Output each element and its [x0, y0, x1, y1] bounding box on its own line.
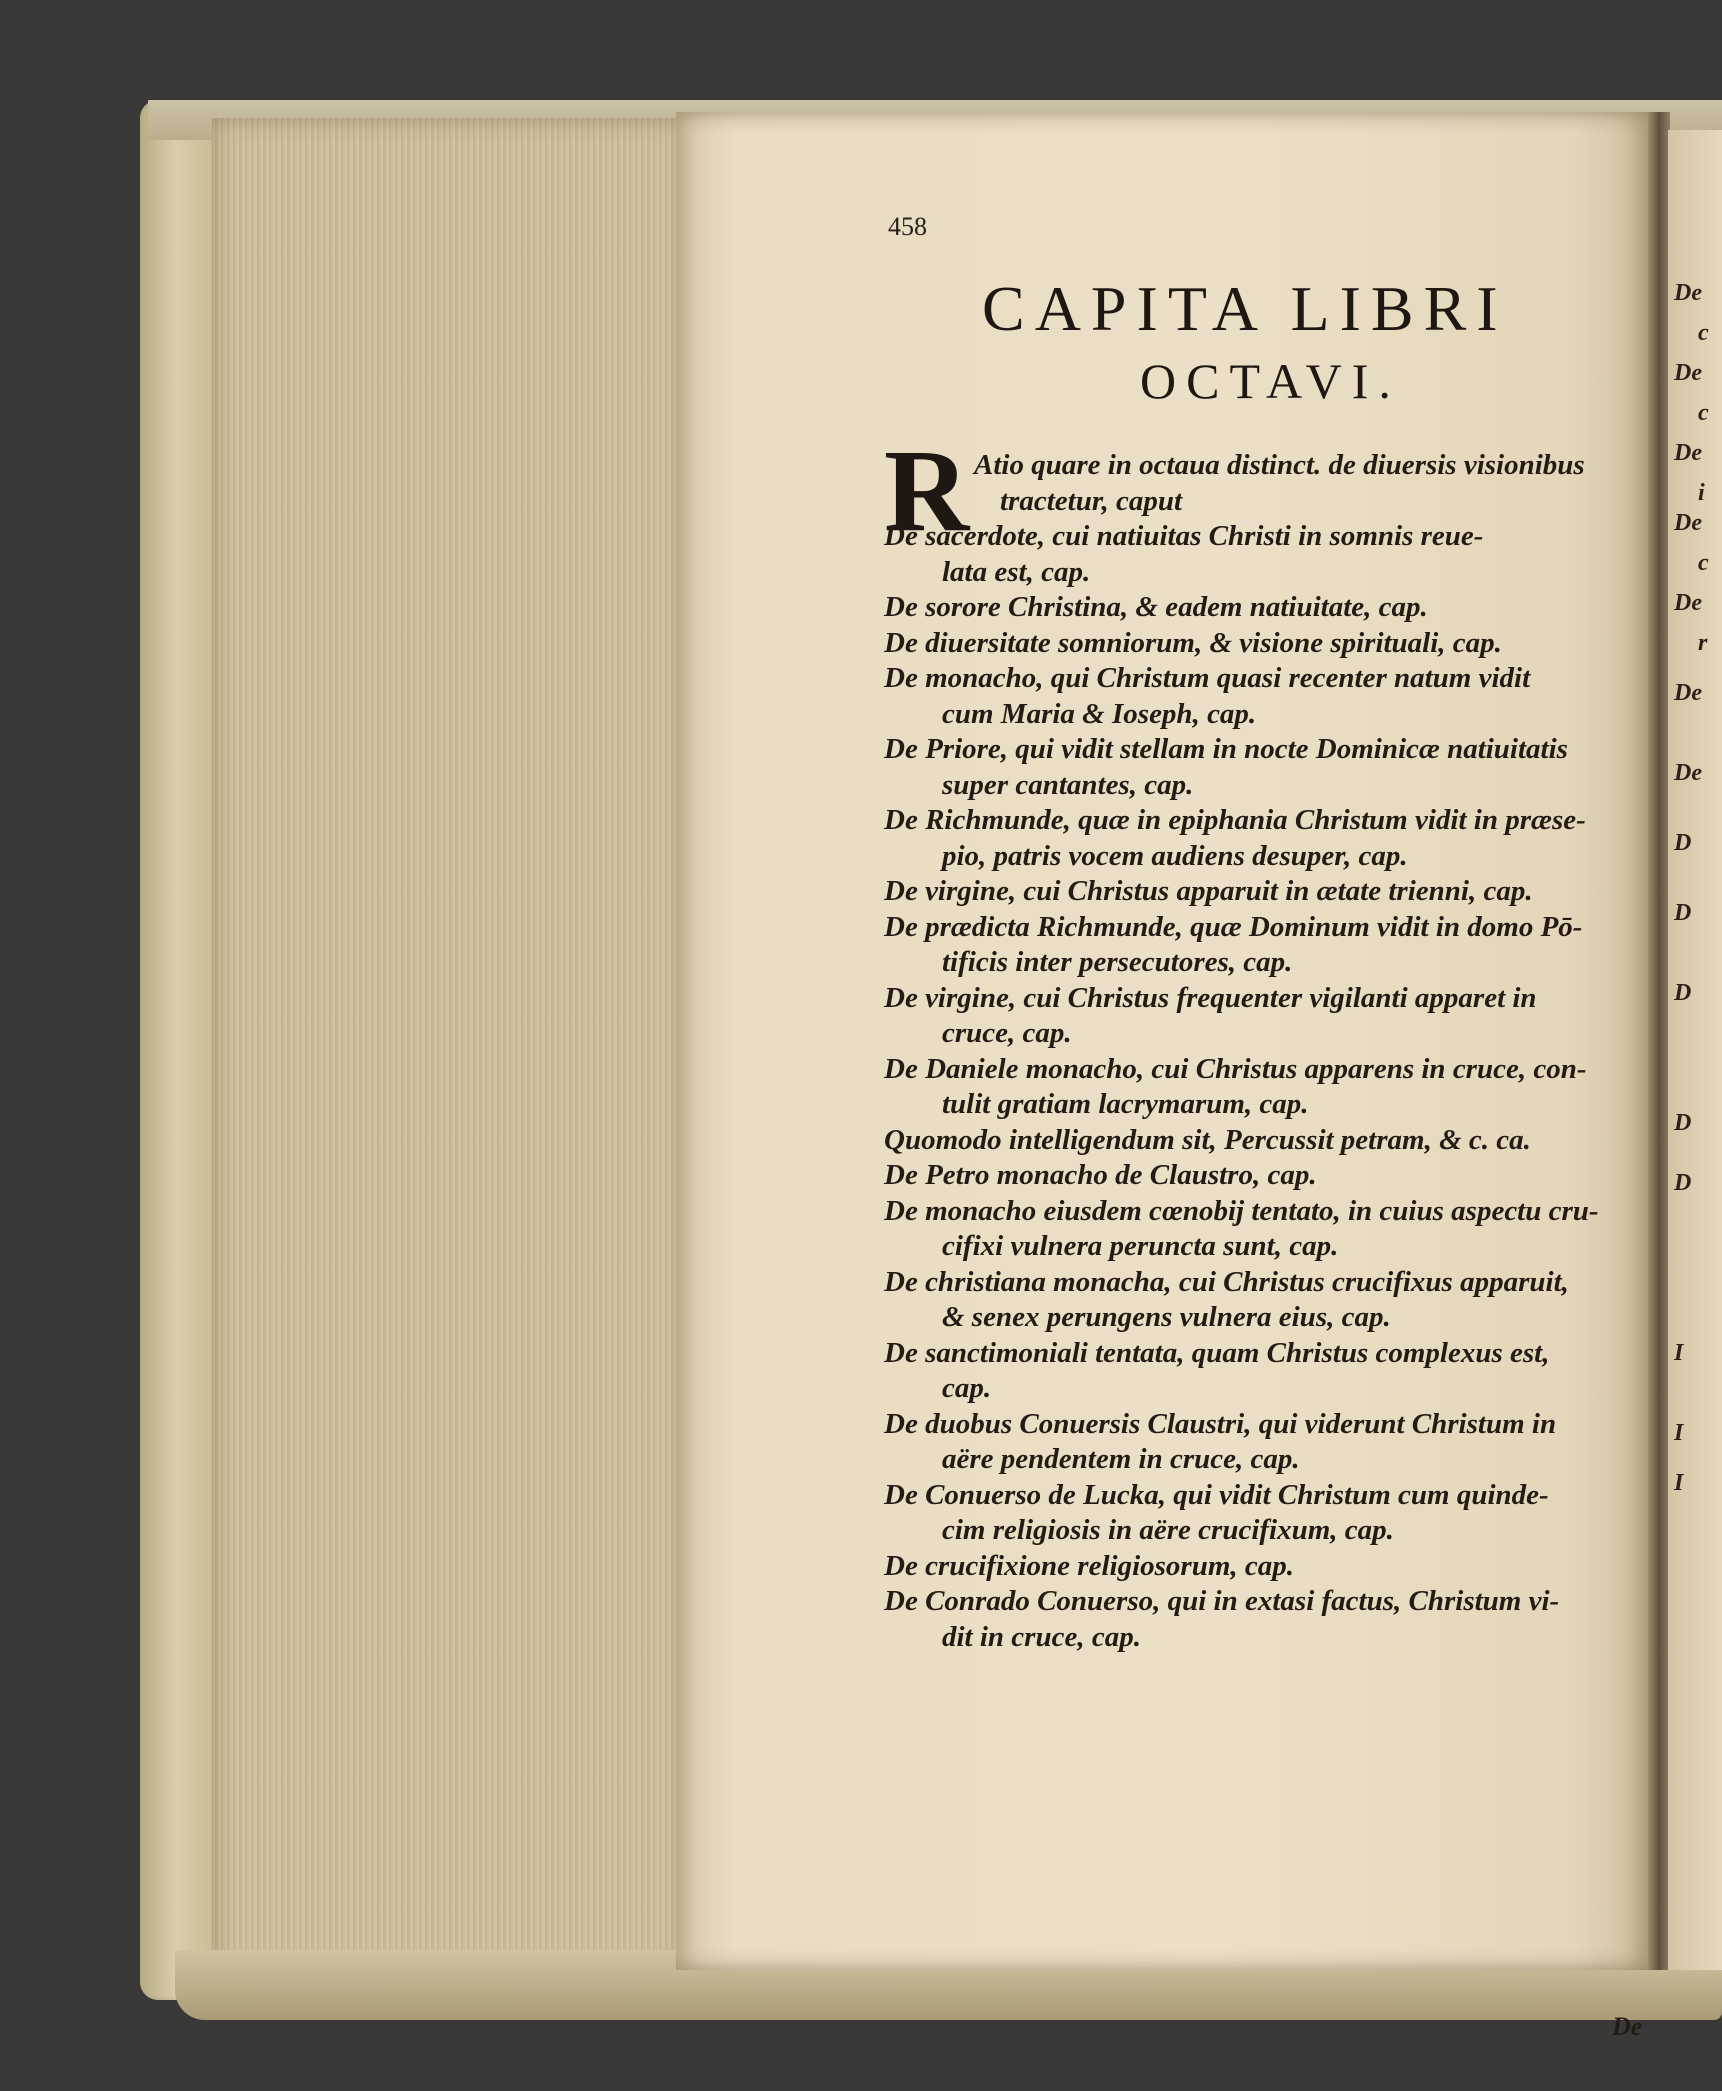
facing-page-text: D: [1674, 980, 1692, 1006]
facing-page-text: I: [1674, 1340, 1684, 1366]
facing-page-text: De: [1674, 590, 1702, 616]
page-subtitle: OCTAVI.: [1140, 353, 1401, 409]
toc-entry-line: lata est, cap.: [942, 555, 1091, 588]
toc-entry-line: tractetur, caput: [1000, 484, 1183, 517]
toc-entry-line: De sanctimoniali tentata, quam Christus complexus est,: [884, 1336, 1550, 1369]
page-title: CAPITA LIBRI: [982, 273, 1508, 344]
toc-entry-line: tulit gratiam lacrymarum, cap.: [942, 1088, 1309, 1120]
facing-page-text: De: [1674, 760, 1702, 786]
page-edges-block: [212, 118, 686, 1974]
toc-entry-line: De Conuerso de Lucka, qui vidit Christum cum quinde-: [884, 1478, 1549, 1511]
facing-page-text: De: [1674, 360, 1702, 386]
facing-page-text: D: [1674, 1110, 1692, 1136]
toc-entry-line: dit in cruce, cap.: [942, 1620, 1141, 1653]
facing-page-text: c: [1698, 550, 1709, 576]
toc-entry-line: De crucifixione religiosorum, cap.: [884, 1549, 1295, 1582]
toc-entry-line: De virgine, cui Christus frequenter vigilanti apparet in: [884, 981, 1537, 1014]
toc-entry-line: De prædicta Richmunde, quæ Dominum vidit in domo Pō-: [884, 910, 1583, 943]
facing-page-text: r: [1698, 630, 1708, 656]
book-spine-edge: [140, 100, 218, 2000]
toc-entry-line: De monacho eiusdem cœnobij tentato, in cuius aspectu cru-: [884, 1194, 1599, 1227]
toc-entry-line: De duobus Conuersis Claustri, qui viderunt Christum in: [884, 1407, 1557, 1440]
facing-page-text: c: [1698, 400, 1709, 426]
toc-entry-line: & senex perungens vulnera eius, cap.: [942, 1301, 1391, 1333]
catchword: De: [1612, 2012, 1643, 2041]
toc-entry-line: De Daniele monacho, cui Christus apparens in cruce, con-: [884, 1052, 1587, 1085]
toc-entry-line: De sacerdote, cui natiuitas Christi in somnis reue-: [884, 520, 1484, 552]
facing-page-text: De: [1674, 280, 1702, 306]
toc-entry-line: De Richmunde, quæ in epiphania Christum vidit in præse-: [884, 804, 1586, 836]
toc-entry-line: De Conrado Conuerso, qui in extasi factus, Christum vi-: [884, 1585, 1560, 1617]
toc-entry-line: De monacho, qui Christum quasi recenter natum vidit: [884, 662, 1531, 694]
facing-page-text: D: [1674, 900, 1692, 926]
toc-entry-line: cum Maria & Ioseph, cap.: [942, 697, 1257, 730]
toc-entry-line: tificis inter persecutores, cap.: [942, 946, 1293, 978]
facing-page-text: D: [1674, 830, 1692, 856]
facing-page-text: De: [1674, 440, 1702, 466]
toc-entry-line: Quomodo intelligendum sit, Percussit petram, & c. ca.: [884, 1123, 1531, 1156]
toc-entry-line: De sorore Christina, & eadem natiuitate, cap.: [884, 591, 1428, 623]
toc-entry-line: aëre pendentem in cruce, cap.: [942, 1443, 1300, 1475]
toc-entry-line: cruce, cap.: [942, 1017, 1072, 1049]
facing-page-text: De: [1674, 680, 1702, 706]
toc-entry-line: pio, patris vocem audiens desuper, cap.: [942, 839, 1408, 872]
toc-entry-line: De Petro monacho de Claustro, cap.: [884, 1159, 1317, 1191]
facing-page-text: De: [1674, 510, 1702, 536]
toc-entry-line: De diuersitate somniorum, & visione spirituali, cap.: [884, 626, 1502, 659]
toc-entry-line: cap.: [942, 1372, 992, 1404]
facing-page-text: I: [1674, 1470, 1684, 1496]
toc-entry-line: Atio quare in octaua distinct. de diuersis visionibus: [974, 449, 1585, 481]
facing-page-text: D: [1674, 1170, 1692, 1196]
facing-page-fragment: [1668, 130, 1722, 1970]
toc-entry-line: cim religiosis in aëre crucifixum, cap.: [942, 1514, 1394, 1546]
toc-entry-line: De Priore, qui vidit stellam in nocte Dominicæ natiuitatis: [884, 733, 1568, 765]
page-number: 458: [888, 212, 927, 241]
facing-page-text: i: [1698, 480, 1705, 506]
toc-entry-line: cifixi vulnera peruncta sunt, cap.: [942, 1230, 1339, 1262]
book-gutter: [1648, 112, 1670, 1970]
drop-cap: R: [884, 425, 970, 556]
facing-page-text: c: [1698, 320, 1709, 346]
facing-page-text: I: [1674, 1420, 1684, 1446]
toc-entry-line: De virgine, cui Christus apparuit in ætate trienni, cap.: [884, 875, 1533, 907]
toc-entry-line: super cantantes, cap.: [942, 768, 1194, 801]
toc-entry-line: De christiana monacha, cui Christus crucifixus apparuit,: [884, 1265, 1569, 1298]
